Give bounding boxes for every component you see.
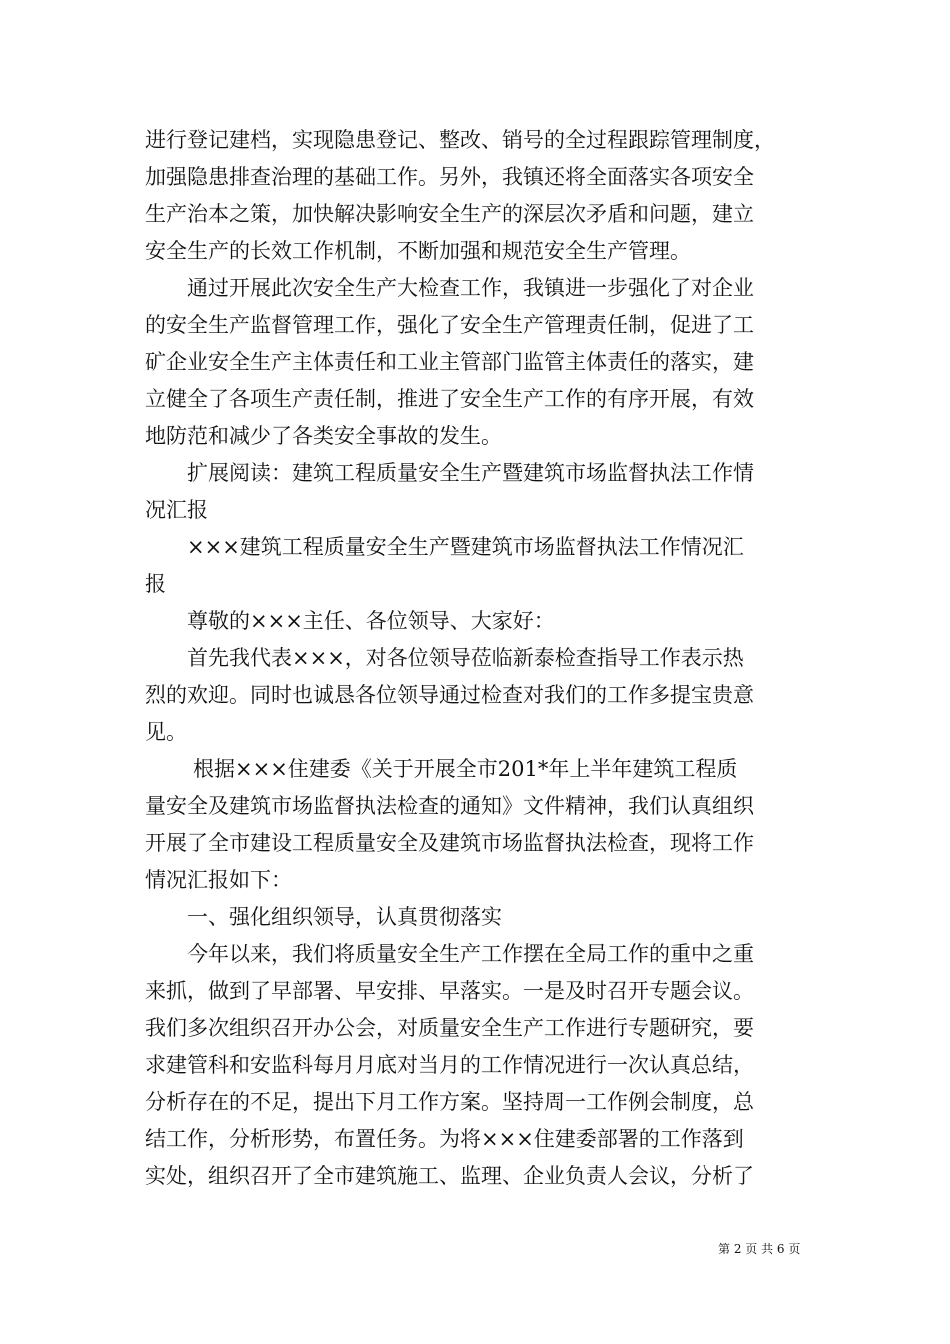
text-line: 尊敬的×××主任、各位领导、大家好： xyxy=(187,609,555,633)
text-line: 见。 xyxy=(145,720,187,744)
text-line: 进行登记建档，实现隐患登记、整改、销号的全过程跟踪管理制度， xyxy=(145,128,775,152)
text-line: 首先我代表×××，对各位领导莅临新泰检查指导工作表示热 xyxy=(187,646,744,670)
text-line: 根据×××住建委《关于开展全市201*年上半年建筑工程质 xyxy=(193,757,738,781)
text-line: 安全生产的长效工作机制，不断加强和规范安全生产管理。 xyxy=(145,239,691,263)
text-line: 量安全及建筑市场监督执法检查的通知》文件精神，我们认真组织 xyxy=(145,794,754,818)
text-line: 立健全了各项生产责任制，推进了安全生产工作的有序开展，有效 xyxy=(145,387,754,411)
section-heading: 一、强化组织领导，认真贯彻落实 xyxy=(187,905,502,929)
text-line: 的安全生产监督管理工作，强化了安全生产管理责任制，促进了工 xyxy=(145,313,754,337)
text-line: 生产治本之策，加快解决影响安全生产的深层次矛盾和问题，建立 xyxy=(145,202,754,226)
text-line: 地防范和减少了各类安全事故的发生。 xyxy=(145,424,502,448)
text-line: 结工作，分析形势，布置任务。为将×××住建委部署的工作落到 xyxy=(145,1127,744,1151)
text-line: 加强隐患排查治理的基础工作。另外，我镇还将全面落实各项安全 xyxy=(145,165,754,189)
text-line: 实处，组织召开了全市建筑施工、监理、企业负责人会议，分析了 xyxy=(145,1164,754,1188)
text-line: 来抓，做到了早部署、早安排、早落实。一是及时召开专题会议。 xyxy=(145,979,754,1003)
text-line: 通过开展此次安全生产大检查工作，我镇进一步强化了对企业 xyxy=(187,276,754,300)
text-line: 报 xyxy=(145,572,166,596)
text-line: ×××建筑工程质量安全生产暨建筑市场监督执法工作情况汇 xyxy=(187,535,744,559)
text-line: 烈的欢迎。同时也诚恳各位领导通过检查对我们的工作多提宝贵意 xyxy=(145,683,754,707)
text-line: 况汇报 xyxy=(145,498,208,522)
text-line: 情况汇报如下： xyxy=(145,868,292,892)
text-line: 分析存在的不足，提出下月工作方案。坚持周一工作例会制度，总 xyxy=(145,1090,754,1114)
text-line: 矿企业安全生产主体责任和工业主管部门监管主体责任的落实，建 xyxy=(145,350,754,374)
text-line: 开展了全市建设工程质量安全及建筑市场监督执法检查，现将工作 xyxy=(145,831,754,855)
text-line: 求建管科和安监科每月月底对当月的工作情况进行一次认真总结， xyxy=(145,1053,754,1077)
text-line: 今年以来，我们将质量安全生产工作摆在全局工作的重中之重 xyxy=(187,942,754,966)
text-line: 我们多次组织召开办公会，对质量安全生产工作进行专题研究，要 xyxy=(145,1016,754,1040)
text-line: 扩展阅读：建筑工程质量安全生产暨建筑市场监督执法工作情 xyxy=(187,461,754,485)
page-number-footer: 第 2 页 共 6 页 xyxy=(718,1242,801,1256)
